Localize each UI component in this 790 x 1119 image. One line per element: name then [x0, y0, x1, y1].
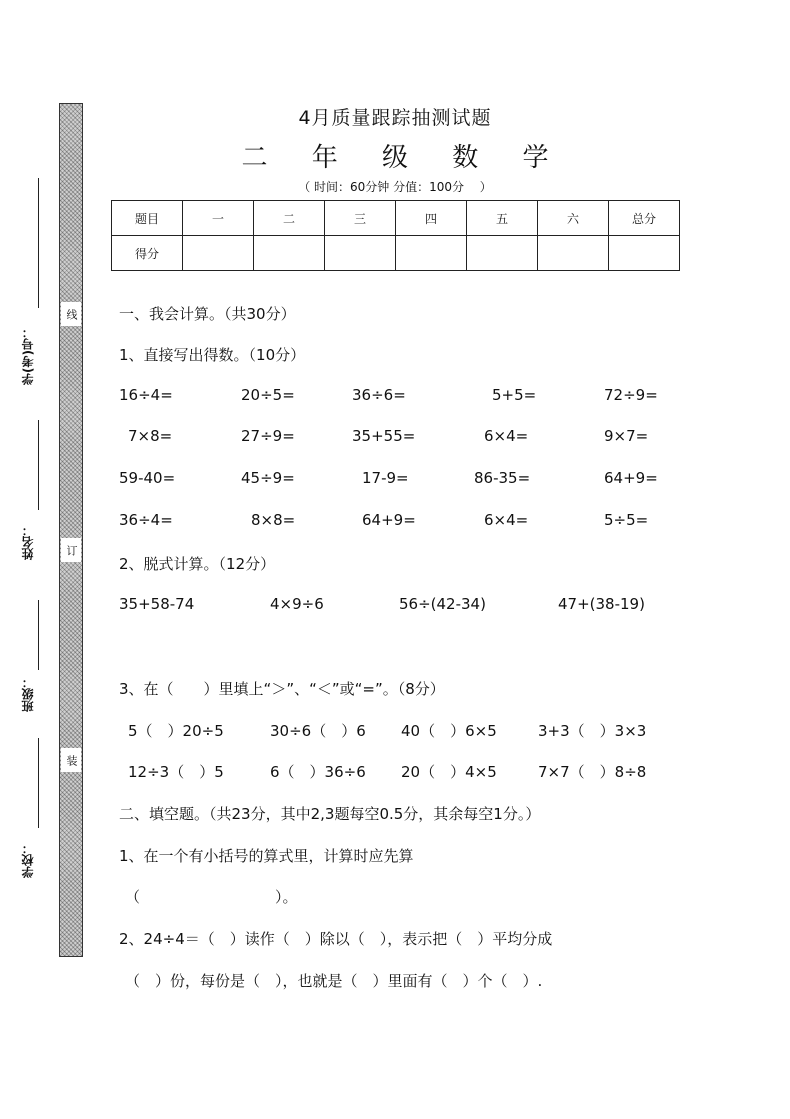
binding-strip [59, 103, 83, 957]
score-header-cell: 六 [538, 201, 609, 236]
exam-title: 4月质量跟踪抽测试题 [298, 107, 492, 129]
q3-item: 20（ ）4×5 [401, 763, 497, 781]
score-header-cell: 三 [325, 201, 396, 236]
q3-item: 7×7（ ）8÷8 [538, 763, 647, 781]
q1-item: 59-40= [119, 469, 176, 487]
score-cell[interactable] [609, 236, 680, 271]
binding-mark-line: 线 [61, 302, 81, 326]
binding-mark-bind: 装 [61, 748, 81, 772]
fill-q1-line1: 1、在一个有小括号的算式里，计算时应先算 [119, 847, 414, 865]
section1-title: 一、我会计算。（共30分） [119, 305, 296, 323]
score-cell[interactable] [325, 236, 396, 271]
q2-title: 2、脱式计算。（12分） [119, 555, 276, 573]
q1-item: 16÷4= [119, 386, 173, 404]
fill-q2-line2: （ ）份，每份是（ ），也就是（ ）里面有（ ）个（ ）. [125, 972, 543, 990]
fill-q2-line1: 2、24÷4＝（ ）读作（ ）除以（ ），表示把（ ）平均分成 [119, 930, 553, 948]
q2-item: 56÷(42-34) [399, 595, 486, 613]
q1-item: 45÷9= [241, 469, 295, 487]
score-table [111, 200, 680, 271]
school-label: 学校： [21, 842, 35, 878]
q1-item: 17-9= [362, 469, 409, 487]
q1-item: 86-35= [474, 469, 531, 487]
student-id-label: 学(考)号： [21, 326, 35, 385]
name-line [38, 420, 39, 510]
section2-title: 二、填空题。（共23分，其中2,3题每空0.5分，其余每空1分。） [119, 805, 541, 823]
q2-item: 35+58-74 [119, 595, 195, 613]
score-table-score-row [112, 236, 680, 271]
school-line [38, 738, 39, 828]
score-header-cell: 二 [254, 201, 325, 236]
q1-item: 6×4= [484, 427, 529, 445]
student-id-line [38, 178, 39, 308]
exam-info: （ 时间：60分钟 分值：100分 ） [298, 180, 492, 194]
q1-item: 27÷9= [241, 427, 295, 445]
q1-item: 20÷5= [241, 386, 295, 404]
q3-item: 5（ ）20÷5 [128, 722, 224, 740]
q3-item: 30÷6（ ）6 [270, 722, 366, 740]
q1-item: 72÷9= [604, 386, 658, 404]
score-cell[interactable] [254, 236, 325, 271]
score-header-cell: 五 [467, 201, 538, 236]
score-row-label: 得分 [112, 236, 183, 271]
score-cell[interactable] [467, 236, 538, 271]
q2-item: 47+(38-19) [558, 595, 645, 613]
class-label: 班级： [21, 676, 35, 712]
class-line [38, 600, 39, 670]
q1-item: 5÷5= [604, 511, 649, 529]
q3-item: 12÷3（ ）5 [128, 763, 224, 781]
q1-title: 1、直接写出得数。（10分） [119, 346, 306, 364]
q1-item: 5+5= [492, 386, 537, 404]
q1-item: 35+55= [352, 427, 416, 445]
q1-item: 6×4= [484, 511, 529, 529]
binding-mark-staple: 订 [61, 538, 81, 562]
q3-item: 3+3（ ）3×3 [538, 722, 647, 740]
q1-item: 9×7= [604, 427, 649, 445]
q3-title: 3、在（ ）里填上“＞”、“＜”或“=”。（8分） [119, 680, 445, 698]
score-cell[interactable] [396, 236, 467, 271]
subject-title: 二 年 级 数 学 [241, 143, 567, 173]
score-header-cell: 总分 [609, 201, 680, 236]
q1-item: 8×8= [251, 511, 296, 529]
score-table-header-row [112, 201, 680, 236]
score-cell[interactable] [538, 236, 609, 271]
q3-item: 6（ ）36÷6 [270, 763, 366, 781]
score-header-cell: 四 [396, 201, 467, 236]
score-header-cell: 一 [183, 201, 254, 236]
q1-item: 36÷4= [119, 511, 173, 529]
q3-item: 40（ ）6×5 [401, 722, 497, 740]
q2-item: 4×9÷6 [270, 595, 324, 613]
fill-q1-line2: （ ）。 [125, 888, 298, 906]
q1-item: 36÷6= [352, 386, 406, 404]
q1-item: 64+9= [604, 469, 658, 487]
score-header-cell: 题目 [112, 201, 183, 236]
score-cell[interactable] [183, 236, 254, 271]
q1-item: 7×8= [128, 427, 173, 445]
name-label: 姓名： [21, 524, 35, 560]
q1-item: 64+9= [362, 511, 416, 529]
